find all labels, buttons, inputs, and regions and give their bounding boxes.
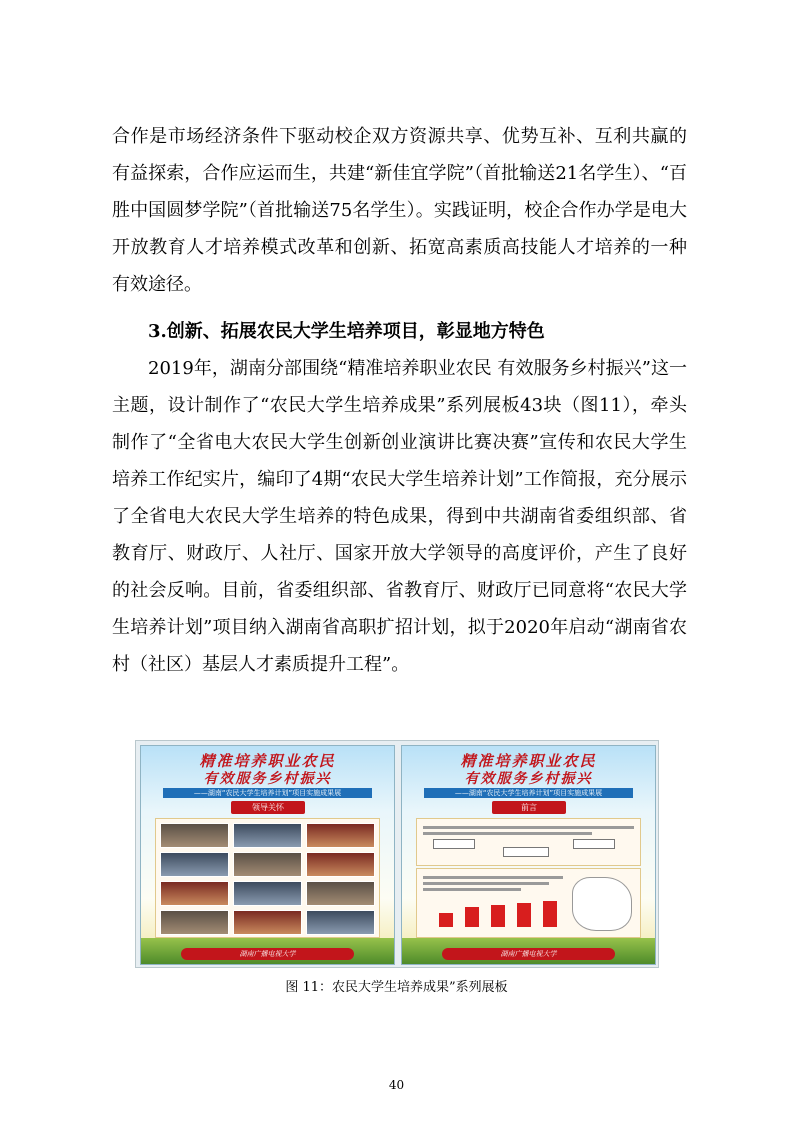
photo-panel <box>155 818 380 938</box>
chart-bar <box>517 903 531 927</box>
photo <box>233 852 302 877</box>
text-line <box>423 876 563 879</box>
photo <box>160 852 229 877</box>
poster-section-label: 领导关怀 <box>231 801 305 814</box>
exhibition-board-left <box>140 745 395 965</box>
body-paragraph-1: 合作是市场经济条件下驱动校企双方资源共享、优势互补、互利共赢的有益探索，合作应运而生，共建“新佳宜学院”（首批输送21名学生）、“百胜中国圆梦学院”（首批输送75名学生）。实践证明，校企合作办学是电大开放教育人才培养模式改革和创新、拓宽高素质高技能人才培养的一种有效途径。 <box>112 126 687 295</box>
poster-footer: 湖南广播电视大学 <box>442 948 615 960</box>
text-line <box>423 832 592 835</box>
photo <box>233 823 302 848</box>
flow-diagram <box>423 837 634 863</box>
poster-section-label: 前言 <box>492 801 566 814</box>
page-number: 40 <box>388 1078 405 1092</box>
text-line <box>423 888 521 891</box>
intro-panel <box>416 818 641 866</box>
section-heading: 3.创新、拓展农民大学生培养项目，彰显地方特色 <box>148 321 545 342</box>
photo <box>233 910 302 935</box>
text-line <box>423 882 549 885</box>
chart-bar <box>491 905 505 927</box>
diagram-box <box>573 839 615 849</box>
photo <box>306 910 375 935</box>
poster-title-line-2: 有效服务乡村振兴 <box>203 771 332 787</box>
poster-banner: ——湖南“农民大学生培养计划”项目实施成果展 <box>424 788 633 798</box>
poster-title-line-1: 精准培养职业农民 <box>460 752 597 770</box>
photo-grid <box>160 823 375 935</box>
text-line <box>423 826 634 829</box>
photo <box>160 881 229 906</box>
diagram-box <box>433 839 475 849</box>
stats-panel <box>416 868 641 938</box>
diagram-box <box>503 847 549 857</box>
exhibition-board-right <box>401 745 656 965</box>
photo <box>233 881 302 906</box>
stats-text-lines <box>423 873 563 897</box>
chart-bar <box>543 901 557 927</box>
photo <box>160 910 229 935</box>
photo <box>306 881 375 906</box>
poster-title-line-2: 有效服务乡村振兴 <box>464 771 593 787</box>
photo <box>306 823 375 848</box>
intro-text-lines <box>423 823 634 835</box>
province-map <box>572 877 632 931</box>
poster-footer: 湖南广播电视大学 <box>181 948 354 960</box>
body-paragraph-2: 2019年，湖南分部围绕“精准培养职业农民 有效服务乡村振兴”这一主题，设计制作了“农民大学生培养成果”系列展板43块（图11），牵头制作了“全省电大农民大学生创新创业演讲比赛决赛”宣传和农民大学生培养工作纪实片，编印了4期“农民大学生培养计划”工作简报，充分展示了全省电大农民大学生培养的特色成果，得到中共湖南省委组织部、省教育厅、财政厅、人社厅、国家开放大学领导的高度评价，产生了良好的社会反响。目前，省委组织部、省教育厅、财政厅已同意将“农民大学生培养计划”项目纳入湖南省高职扩招计划，拟于2020年启动“湖南省农村（社区）基层人才素质提升工程”。 <box>112 358 687 675</box>
figure-exhibition-boards <box>135 740 659 968</box>
chart-bar <box>439 913 453 927</box>
photo <box>160 823 229 848</box>
poster-banner: ——湖南“农民大学生培养计划”项目实施成果展 <box>163 788 372 798</box>
photo <box>306 852 375 877</box>
chart-bar <box>465 907 479 927</box>
poster-title-line-1: 精准培养职业农民 <box>199 752 336 770</box>
figure-caption: 图 11：农民大学生培养成果”系列展板 <box>285 980 508 995</box>
